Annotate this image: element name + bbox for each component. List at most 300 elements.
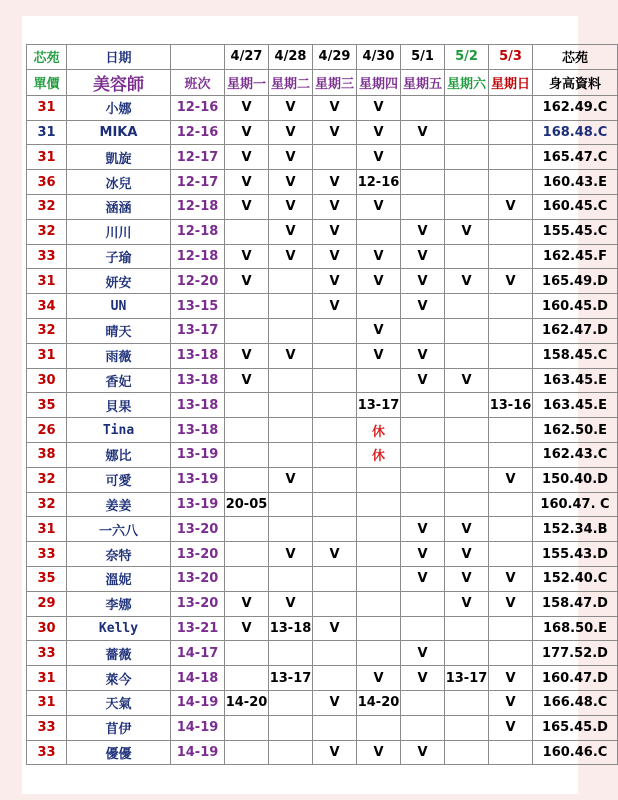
day-cell (489, 517, 533, 542)
date-label: 日期 (67, 45, 171, 70)
beautician-name: 奈特 (67, 542, 171, 567)
day-cell (269, 740, 313, 765)
day-cell (225, 393, 269, 418)
weekday-header-3: 星期四 (357, 69, 401, 95)
day-cell: V (445, 542, 489, 567)
day-cell: V (313, 616, 357, 641)
shift-cell: 13-18 (171, 343, 225, 368)
shift-cell: 12-16 (171, 120, 225, 145)
day-cell (269, 690, 313, 715)
day-cell: V (313, 294, 357, 319)
day-cell: V (357, 194, 401, 219)
shift-cell: 13-19 (171, 467, 225, 492)
table-row (27, 219, 618, 244)
beautician-name: 香妃 (67, 368, 171, 393)
day-cell (445, 616, 489, 641)
day-cell (313, 393, 357, 418)
day-cell (401, 318, 445, 343)
day-cell (401, 393, 445, 418)
shift-cell: 14-17 (171, 641, 225, 666)
shift-cell: 13-18 (171, 368, 225, 393)
day-cell (489, 616, 533, 641)
day-cell (357, 517, 401, 542)
day-cell: V (313, 170, 357, 195)
day-cell (225, 666, 269, 691)
table-row (27, 343, 618, 368)
day-cell: V (401, 368, 445, 393)
price-cell: 31 (27, 145, 67, 170)
date-header-2: 4/29 (313, 45, 357, 70)
day-cell (489, 95, 533, 120)
day-cell: V (313, 542, 357, 567)
shift-cell: 14-18 (171, 666, 225, 691)
day-cell: V (489, 269, 533, 294)
day-cell (313, 566, 357, 591)
day-cell (313, 591, 357, 616)
day-cell (357, 591, 401, 616)
day-cell: V (445, 591, 489, 616)
table-row (27, 442, 618, 467)
price-cell: 33 (27, 740, 67, 765)
day-cell (445, 343, 489, 368)
day-cell (445, 467, 489, 492)
day-cell (445, 294, 489, 319)
day-cell: V (357, 269, 401, 294)
day-cell (269, 393, 313, 418)
day-cell (401, 616, 445, 641)
beautician-name: 苜伊 (67, 715, 171, 740)
beautician-name: 川川 (67, 219, 171, 244)
day-cell (269, 442, 313, 467)
shift-cell: 12-17 (171, 145, 225, 170)
specs-cell: 162.43.C (533, 442, 618, 467)
day-cell (445, 393, 489, 418)
weekday-header-1: 星期二 (269, 69, 313, 95)
day-cell (489, 368, 533, 393)
day-cell: V (269, 95, 313, 120)
shift-cell: 14-19 (171, 690, 225, 715)
specs-cell: 168.50.E (533, 616, 618, 641)
price-cell: 31 (27, 517, 67, 542)
price-cell: 34 (27, 294, 67, 319)
day-cell (313, 418, 357, 443)
day-cell (225, 467, 269, 492)
price-cell: 32 (27, 219, 67, 244)
header-blank-cell (171, 45, 225, 70)
day-cell (445, 170, 489, 195)
weekday-header-0: 星期一 (225, 69, 269, 95)
shift-cell: 14-19 (171, 740, 225, 765)
day-cell: V (269, 343, 313, 368)
day-cell: V (313, 244, 357, 269)
day-cell (313, 715, 357, 740)
day-cell (489, 318, 533, 343)
day-cell (489, 120, 533, 145)
day-cell (313, 442, 357, 467)
day-cell: V (445, 566, 489, 591)
day-cell (313, 343, 357, 368)
day-cell: V (357, 343, 401, 368)
shift-cell: 13-20 (171, 591, 225, 616)
beautician-name: 貝果 (67, 393, 171, 418)
beautician-name: 優優 (67, 740, 171, 765)
day-cell (225, 442, 269, 467)
beautician-name: 晴天 (67, 318, 171, 343)
day-cell: V (489, 194, 533, 219)
table-row (27, 517, 618, 542)
day-cell (489, 244, 533, 269)
day-cell (269, 294, 313, 319)
day-cell: V (401, 294, 445, 319)
day-cell (225, 566, 269, 591)
day-cell (445, 318, 489, 343)
day-cell (489, 641, 533, 666)
beautician-name: 凱旋 (67, 145, 171, 170)
specs-cell: 150.40.D (533, 467, 618, 492)
beautician-name: 子瑜 (67, 244, 171, 269)
day-cell: 休 (357, 442, 401, 467)
shift-cell: 13-19 (171, 492, 225, 517)
day-cell (401, 145, 445, 170)
shift-label: 班次 (171, 69, 225, 95)
day-cell (445, 244, 489, 269)
day-cell (489, 442, 533, 467)
day-cell (401, 170, 445, 195)
day-cell: V (269, 145, 313, 170)
day-cell: V (269, 591, 313, 616)
date-header-5: 5/2 (445, 45, 489, 70)
day-cell (313, 145, 357, 170)
day-cell (445, 95, 489, 120)
day-cell: V (269, 120, 313, 145)
weekday-header-6: 星期日 (489, 69, 533, 95)
specs-cell: 155.43.D (533, 542, 618, 567)
specs-cell: 152.40.C (533, 566, 618, 591)
day-cell: V (225, 170, 269, 195)
table-row (27, 244, 618, 269)
shift-cell: 13-17 (171, 318, 225, 343)
day-cell (269, 368, 313, 393)
day-cell: V (445, 517, 489, 542)
day-cell (357, 715, 401, 740)
price-cell: 33 (27, 641, 67, 666)
table-row (27, 95, 618, 120)
specs-cell: 160.47.D (533, 666, 618, 691)
day-cell (225, 542, 269, 567)
day-cell (401, 442, 445, 467)
day-cell: V (401, 517, 445, 542)
day-cell (357, 641, 401, 666)
price-cell: 33 (27, 715, 67, 740)
day-cell: V (357, 318, 401, 343)
beautician-name: 妍安 (67, 269, 171, 294)
day-cell (445, 120, 489, 145)
specs-cell: 158.45.C (533, 343, 618, 368)
day-cell (489, 294, 533, 319)
specs-cell: 162.50.E (533, 418, 618, 443)
specs-cell: 163.45.E (533, 368, 618, 393)
day-cell: V (357, 95, 401, 120)
day-cell: 20-05 (225, 492, 269, 517)
day-cell (445, 641, 489, 666)
day-cell (357, 467, 401, 492)
table-row (27, 120, 618, 145)
day-cell: V (225, 244, 269, 269)
day-cell: V (269, 170, 313, 195)
day-cell (225, 517, 269, 542)
schedule-table-body (27, 45, 618, 765)
table-row (27, 690, 618, 715)
shift-cell: 12-18 (171, 194, 225, 219)
specs-cell: 177.52.D (533, 641, 618, 666)
shift-cell: 14-19 (171, 715, 225, 740)
day-cell (313, 318, 357, 343)
brand-label-right: 芯苑 (533, 45, 618, 70)
shift-cell: 13-15 (171, 294, 225, 319)
price-cell: 26 (27, 418, 67, 443)
day-cell (357, 368, 401, 393)
price-cell: 31 (27, 666, 67, 691)
table-row (27, 269, 618, 294)
beautician-name: 李娜 (67, 591, 171, 616)
day-cell: V (357, 120, 401, 145)
day-cell: V (401, 219, 445, 244)
day-cell (401, 467, 445, 492)
day-cell (489, 492, 533, 517)
day-cell (269, 566, 313, 591)
day-cell: V (489, 666, 533, 691)
day-cell (445, 690, 489, 715)
day-cell: V (445, 269, 489, 294)
day-cell: V (313, 690, 357, 715)
day-cell (445, 492, 489, 517)
table-row (27, 170, 618, 195)
specs-cell: 160.43.E (533, 170, 618, 195)
price-label: 單價 (27, 69, 67, 95)
day-cell: V (313, 269, 357, 294)
beautician-label: 美容師 (67, 69, 171, 95)
day-cell: 12-16 (357, 170, 401, 195)
beautician-name: 溫妮 (67, 566, 171, 591)
shift-cell: 13-18 (171, 393, 225, 418)
price-cell: 32 (27, 194, 67, 219)
table-row (27, 467, 618, 492)
shift-cell: 12-16 (171, 95, 225, 120)
day-cell (225, 219, 269, 244)
day-cell (225, 641, 269, 666)
shift-cell: 13-20 (171, 566, 225, 591)
day-cell: V (225, 343, 269, 368)
table-row (27, 566, 618, 591)
day-cell (445, 442, 489, 467)
table-row (27, 591, 618, 616)
shift-cell: 13-19 (171, 442, 225, 467)
day-cell (269, 517, 313, 542)
day-cell (401, 492, 445, 517)
date-header-1: 4/28 (269, 45, 313, 70)
price-cell: 33 (27, 542, 67, 567)
table-row (27, 542, 618, 567)
price-cell: 31 (27, 269, 67, 294)
day-cell (445, 740, 489, 765)
price-cell: 31 (27, 120, 67, 145)
day-cell (357, 219, 401, 244)
day-cell (313, 368, 357, 393)
header-row-weekdays (27, 69, 618, 95)
day-cell (225, 418, 269, 443)
day-cell: V (313, 120, 357, 145)
specs-cell: 162.45.F (533, 244, 618, 269)
shift-cell: 13-20 (171, 542, 225, 567)
day-cell (489, 418, 533, 443)
beautician-name: 天氣 (67, 690, 171, 715)
day-cell (445, 715, 489, 740)
beautician-name: Tina (67, 418, 171, 443)
day-cell: V (313, 219, 357, 244)
beautician-name: 小娜 (67, 95, 171, 120)
shift-cell: 13-21 (171, 616, 225, 641)
price-cell: 30 (27, 616, 67, 641)
day-cell: V (401, 740, 445, 765)
brand-label-left: 芯苑 (27, 45, 67, 70)
specs-cell: 162.47.D (533, 318, 618, 343)
weekday-header-4: 星期五 (401, 69, 445, 95)
day-cell: V (401, 542, 445, 567)
day-cell (269, 269, 313, 294)
specs-cell: 155.45.C (533, 219, 618, 244)
beautician-name: 雨薇 (67, 343, 171, 368)
day-cell: V (489, 715, 533, 740)
day-cell (489, 740, 533, 765)
table-row (27, 492, 618, 517)
day-cell (313, 492, 357, 517)
beautician-name: 薔薇 (67, 641, 171, 666)
specs-cell: 163.45.E (533, 393, 618, 418)
specs-cell: 162.49.C (533, 95, 618, 120)
table-row (27, 393, 618, 418)
day-cell: 13-18 (269, 616, 313, 641)
specs-cell: 160.47. C (533, 492, 618, 517)
day-cell: 14-20 (357, 690, 401, 715)
beautician-name: 一六八 (67, 517, 171, 542)
day-cell: 13-17 (357, 393, 401, 418)
specs-cell: 152.34.B (533, 517, 618, 542)
price-cell: 32 (27, 318, 67, 343)
day-cell: V (269, 467, 313, 492)
price-cell: 32 (27, 492, 67, 517)
price-cell: 35 (27, 393, 67, 418)
price-cell: 31 (27, 343, 67, 368)
price-cell: 29 (27, 591, 67, 616)
schedule-sheet (22, 16, 610, 794)
day-cell (269, 318, 313, 343)
day-cell: V (225, 269, 269, 294)
date-header-6: 5/3 (489, 45, 533, 70)
table-row (27, 368, 618, 393)
specs-cell: 160.46.C (533, 740, 618, 765)
beautician-name: Kelly (67, 616, 171, 641)
day-cell (401, 715, 445, 740)
day-cell (489, 542, 533, 567)
day-cell: V (269, 244, 313, 269)
day-cell (225, 740, 269, 765)
day-cell: V (357, 145, 401, 170)
day-cell: 休 (357, 418, 401, 443)
shift-cell: 12-18 (171, 244, 225, 269)
day-cell (401, 591, 445, 616)
beautician-name: 冰兒 (67, 170, 171, 195)
specs-cell: 160.45.C (533, 194, 618, 219)
beautician-schedule-table (26, 44, 618, 765)
day-cell (401, 95, 445, 120)
day-cell: 14-20 (225, 690, 269, 715)
day-cell (357, 566, 401, 591)
day-cell: V (489, 467, 533, 492)
day-cell (225, 294, 269, 319)
day-cell (269, 641, 313, 666)
price-cell: 30 (27, 368, 67, 393)
table-row (27, 616, 618, 641)
day-cell (357, 616, 401, 641)
day-cell: V (225, 591, 269, 616)
day-cell: V (225, 616, 269, 641)
shift-cell: 13-20 (171, 517, 225, 542)
day-cell: V (401, 244, 445, 269)
table-row (27, 666, 618, 691)
weekday-header-5: 星期六 (445, 69, 489, 95)
day-cell: V (357, 244, 401, 269)
beautician-name: 涵涵 (67, 194, 171, 219)
day-cell (225, 318, 269, 343)
day-cell (313, 517, 357, 542)
day-cell: 13-17 (269, 666, 313, 691)
day-cell: V (225, 194, 269, 219)
specs-cell: 168.48.C (533, 120, 618, 145)
specs-cell: 165.49.D (533, 269, 618, 294)
table-row (27, 294, 618, 319)
day-cell: V (313, 95, 357, 120)
beautician-name: 姜姜 (67, 492, 171, 517)
beautician-name: 娜比 (67, 442, 171, 467)
day-cell: V (401, 120, 445, 145)
price-cell: 33 (27, 244, 67, 269)
day-cell (489, 170, 533, 195)
beautician-name: 可愛 (67, 467, 171, 492)
day-cell: V (401, 566, 445, 591)
date-header-4: 5/1 (401, 45, 445, 70)
day-cell: V (269, 542, 313, 567)
price-cell: 31 (27, 95, 67, 120)
day-cell: V (269, 194, 313, 219)
day-cell (489, 145, 533, 170)
day-cell: V (445, 368, 489, 393)
weekday-header-2: 星期三 (313, 69, 357, 95)
day-cell (401, 418, 445, 443)
table-row (27, 715, 618, 740)
price-cell: 38 (27, 442, 67, 467)
day-cell: V (357, 666, 401, 691)
shift-cell: 12-20 (171, 269, 225, 294)
price-cell: 32 (27, 467, 67, 492)
shift-cell: 12-18 (171, 219, 225, 244)
day-cell (445, 145, 489, 170)
day-cell: V (489, 690, 533, 715)
day-cell: V (445, 219, 489, 244)
shift-cell: 13-18 (171, 418, 225, 443)
day-cell (489, 219, 533, 244)
day-cell: 13-16 (489, 393, 533, 418)
table-row (27, 740, 618, 765)
